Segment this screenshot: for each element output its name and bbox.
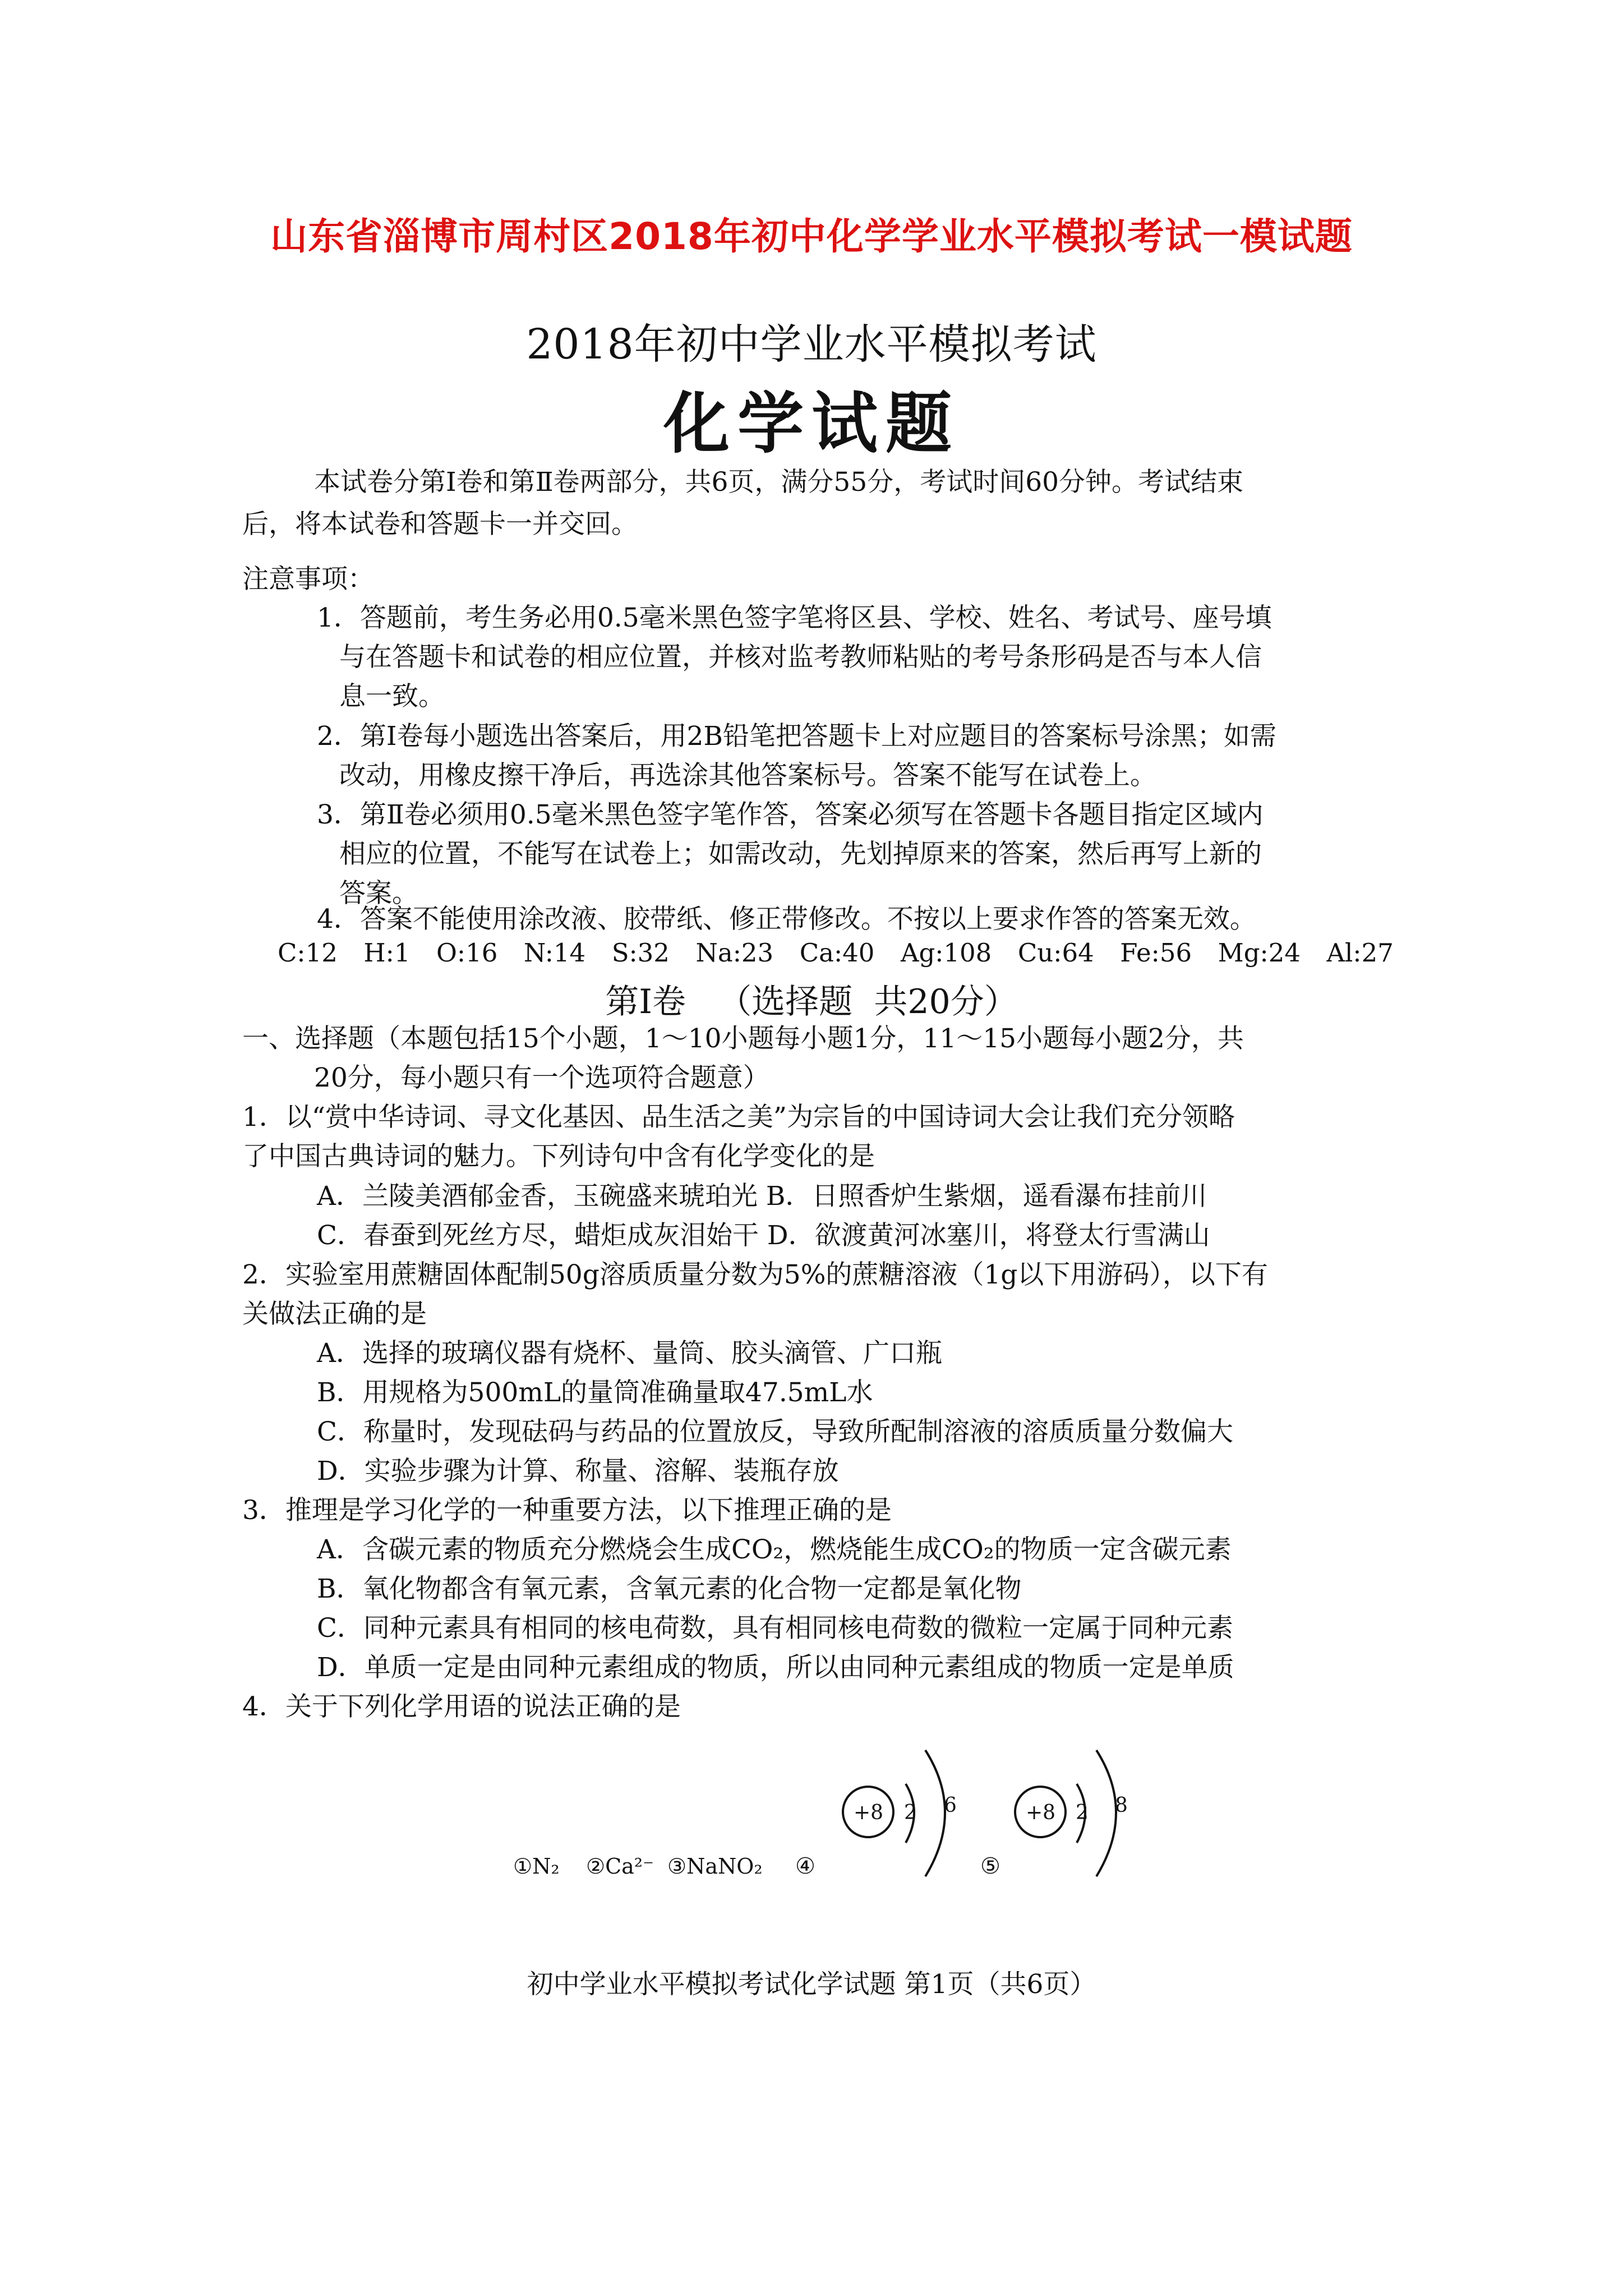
question-option: A．兰陵美酒郁金香，玉碗盛来琥珀光 B．日照香炉生紫烟，遥看瀑布挂前川	[317, 1181, 1207, 1212]
exam-subtitle: 2018年初中学业水平模拟考试	[526, 320, 1097, 369]
atomic-mass: Mg:24	[1218, 938, 1301, 968]
shell-electrons: 2	[1076, 1801, 1089, 1824]
notice-line: 3．第Ⅱ卷必须用0.5毫米黑色签字笔作答，答案必须写在答题卡各题目指定区域内	[317, 799, 1264, 830]
notice-line: 4．答案不能使用涂改液、胶带纸、修正带修改。不按以上要求作答的答案无效。	[317, 904, 1256, 935]
atomic-mass: Ca:40	[799, 938, 875, 968]
atomic-mass: Ag:108	[900, 938, 992, 968]
question-option: B．氧化物都含有氧元素，含氧元素的化合物一定都是氧化物	[317, 1573, 1022, 1604]
question-option: B．用规格为500mL的量筒准确量取47.5mL水	[317, 1377, 873, 1408]
atomic-mass: C:12	[278, 938, 338, 968]
q4-item-1: ①N₂	[513, 1854, 560, 1879]
question-option: D．单质一定是由同种元素组成的物质，所以由同种元素组成的物质一定是单质	[317, 1652, 1234, 1683]
notice-line: 答案。	[339, 878, 418, 909]
notice-line: 2．第Ⅰ卷每小题选出答案后，用2B铅笔把答题卡上对应题目的答案标号涂黑；如需	[317, 721, 1276, 752]
atomic-mass: Fe:56	[1120, 938, 1192, 968]
question-stem: 2．实验室用蔗糖固体配制50g溶质质量分数为5%的蔗糖溶液（1g以下用游码），以下有	[242, 1259, 1268, 1290]
notice-title: 注意事项：	[242, 564, 374, 595]
document-title: 山东省淄博市周村区2018年初中化学学业水平模拟考试一模试题	[270, 215, 1353, 258]
atomic-mass: S:32	[611, 938, 670, 968]
q4-item-3: ③NaNO₂	[667, 1854, 763, 1879]
question-stem: 关做法正确的是	[242, 1299, 427, 1329]
shell-electrons: 8	[1115, 1794, 1128, 1817]
atomic-mass: H:1	[363, 938, 411, 968]
notice-line: 改动，用橡皮擦干净后，再选涂其他答案标号。答案不能写在试卷上。	[339, 760, 1156, 791]
question-option: C．同种元素具有相同的核电荷数，具有相同核电荷数的微粒一定属于同种元素	[317, 1613, 1233, 1644]
q4-item-5: ⑤	[980, 1853, 1000, 1879]
question-option: C．春蚕到死丝方尽，蜡炬成灰泪始干 D．欲渡黄河冰塞川，将登太行雪满山	[317, 1220, 1210, 1251]
part-one-instruction: 一、选择题（本题包括15个小题，1～10小题每小题1分，11～15小题每小题2分，共	[242, 1023, 1244, 1054]
section-heading: 第Ⅰ卷 （选择题 共20分）	[605, 982, 1018, 1022]
atomic-mass: Cu:64	[1017, 938, 1094, 968]
question-stem: 1．以“赏中华诗词、寻文化基因、品生活之美”为宗旨的中国诗词大会让我们充分领略	[242, 1102, 1235, 1133]
nucleus-charge: +8	[1026, 1801, 1056, 1824]
notice-line: 息一致。	[339, 681, 445, 712]
shell-electrons: 2	[904, 1801, 917, 1824]
exam-main-title: 化学试题	[663, 384, 960, 462]
nucleus-charge: +8	[854, 1801, 884, 1824]
notice-line: 1．答题前，考生务必用0.5毫米黑色签字笔将区县、学校、姓名、考试号、座号填	[317, 602, 1272, 633]
notice-line: 相应的位置，不能写在试卷上；如需改动，先划掉原来的答案，然后再写上新的	[339, 839, 1262, 869]
intro-line-2: 后，将本试卷和答题卡一并交回。	[242, 509, 638, 540]
question-option: C．称量时，发现砝码与药品的位置放反，导致所配制溶液的溶质质量分数偏大	[317, 1416, 1233, 1447]
question-stem: 4．关于下列化学用语的说法正确的是	[242, 1691, 681, 1722]
question-option: A．选择的玻璃仪器有烧杯、量筒、胶头滴管、广口瓶	[317, 1338, 942, 1369]
atomic-mass: O:16	[436, 938, 498, 968]
part-one-instruction: 20分，每小题只有一个选项符合题意）	[314, 1062, 769, 1093]
notice-line: 与在答题卡和试卷的相应位置，并核对监考教师粘贴的考号条形码是否与本人信	[339, 642, 1262, 673]
q4-item-2: ②Ca²⁻	[586, 1854, 654, 1879]
q4-item-4: ④	[795, 1853, 815, 1879]
atomic-mass: Al:27	[1326, 938, 1394, 968]
atomic-mass: N:14	[523, 938, 586, 968]
electron-shell-arc	[1096, 1750, 1116, 1876]
shell-electrons: 6	[944, 1794, 957, 1817]
question-option: D．实验步骤为计算、称量、溶解、装瓶存放	[317, 1456, 839, 1487]
page-footer: 初中学业水平模拟考试化学试题 第1页（共6页）	[527, 1969, 1096, 2000]
question-option: A．含碳元素的物质充分燃烧会生成CO₂，燃烧能生成CO₂的物质一定含碳元素	[317, 1534, 1232, 1565]
intro-line-1: 本试卷分第Ⅰ卷和第Ⅱ卷两部分，共6页，满分55分，考试时间60分钟。考试结束	[314, 467, 1244, 498]
atomic-mass: Na:23	[695, 938, 774, 968]
electron-shell-arc	[925, 1750, 945, 1876]
question-stem: 3．推理是学习化学的一种重要方法，以下推理正确的是	[242, 1495, 892, 1526]
question-stem: 了中国古典诗词的魅力。下列诗句中含有化学变化的是	[242, 1141, 875, 1172]
